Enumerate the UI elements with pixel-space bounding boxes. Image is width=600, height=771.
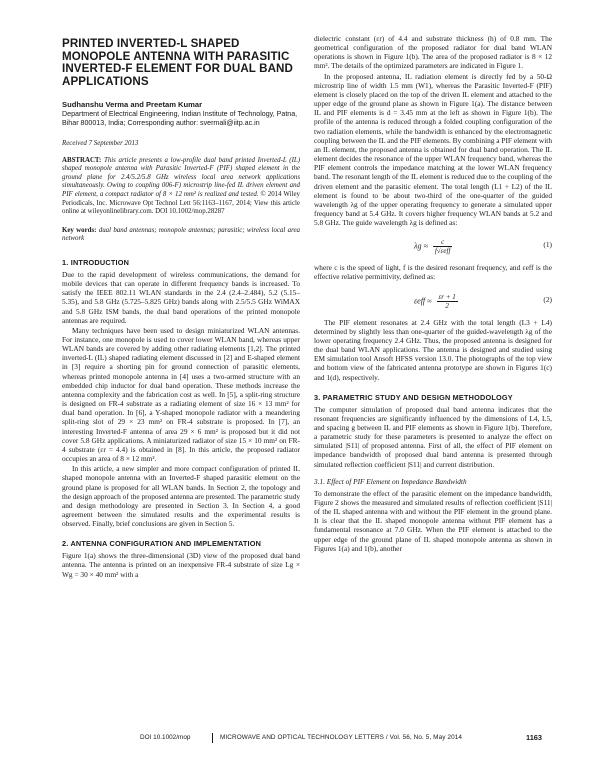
footer-journal: MICROWAVE AND OPTICAL TECHNOLOGY LETTERS / Vol. 56, No. 5, May 2014: [220, 734, 463, 741]
equation-1-denominator: f√εeff: [434, 247, 451, 256]
section-heading-introduction: 1. INTRODUCTION: [62, 257, 130, 267]
abstract-citation: © 2014 Wiley Periodicals, Inc. Microwave Opt Technol Lett 56:1163–1167, 2014; View this article online at wileyonlinelibrary.com. DOI 10.1002/mop.28287: [62, 190, 300, 216]
footer-page-number: 1163: [526, 733, 543, 742]
right-column: [314, 34, 552, 554]
footer-divider: [212, 733, 213, 743]
config-paragraph-5: The PIF element resonates at 2.4 GHz with the total length (L3 + L4) determined by slightly less than one-quarter of the guided-wavelength λg of the lower operating frequency 2.4 GHz. Thus, the proposed antenna is designed for the dual band WLAN applications. The antenna is designed and studied using EM simulation tool Ansoft HFSS version 13.0. The photographs of the top view and bottom view of the fabricated antenna prototype are shown in Figures 1(c) and 1(d), respectively.: [314, 317, 552, 382]
equation-2-denominator: 2: [445, 301, 449, 310]
equation-2-lhs: εeff ≈: [414, 295, 432, 305]
keywords: [62, 227, 300, 244]
abstract: [62, 157, 300, 217]
author-affiliation: Department of Electrical Engineering, Indian Institute of Technology, Patna, Bihar 800013, India; Corresponding author: svermali@iitp.ac.in: [62, 110, 298, 127]
page-footer: [0, 733, 600, 747]
intro-paragraph-1: Due to the rapid development of wireless communications, the demand for mobile devices that can operate in different frequency bands is increased. To satisfy the IEEE 802.11 WLAN standards in the 2.4 (2.4–2.484), 5.2 (5.15–5.35), and 5.8 GHz (5.725–5.825 GHz) bands along with 2.5/5.5 GHz WiMAX and 5.8 GHz ISM bands, the dual band operations of the printed monopole antennas are required.: [62, 269, 300, 325]
abstract-label: ABSTRACT:: [62, 156, 102, 164]
intro-paragraph-3: In this article, a new simpler and more compact configuration of printed IL shaped monopole antenna with an Inverted-F shaped parasitic element on the ground plane is proposed for all WLAN bands. In Section 2, the topology and the design approach of the proposed antenna are presented. The parametric study and design methodology are presented in Section 3. In Section 4, a good agreement between the simulated results and the experimental results is observed. Finally, brief conclusions are given in Section 5.: [62, 464, 300, 529]
equation-2: [314, 289, 552, 313]
article-title: PRINTED INVERTED-L SHAPED MONOPOLE ANTENNA WITH PARASITIC INVERTED-F ELEMENT FOR DUAL BAND APPLICATIONS: [62, 37, 293, 88]
subsection-heading-3-1: 3.1. Effect of PIF Element on Impedance Bandwidth: [314, 476, 467, 486]
parametric-paragraph-1: The computer simulation of proposed dual band antenna indicates that the resonant frequencies are significantly influenced by the dimensions of L4, L5, and spacing g between IL and PIF elements as shown in Figure 1(b). Therefore, a parametric study for these parameters is presented to analyze the effect on simulated |S11| of proposed antenna. First of all, the effect of PIF element on impedance bandwidth of proposed dual band antenna is presented through simulated reflection coefficient |S11| and current distribution.: [314, 404, 552, 469]
config-paragraph-2: dielectric constant (εr) of 4.4 and substrate thickness (h) of 0.8 mm. The geometrical configuration of the proposed radiator for dual band WLAN operations is shown in Figure 1(b). The area of the proposed radiator is 8 × 12 mm². The details of the optimized parameters are indicated in Figure 1.: [314, 34, 552, 71]
abstract-text: This article presents a low-profile dual band printed Inverted-L (IL) shaped monopole antenna with Parasitic Inverted-F (PIF) shaped element in the ground plane for 2.4/5.2/5.8 GHz wireless local area network applications simultaneously. Owing to coupling 006-F) microstrip line-fed IL driven element and PIF element, a compact radiator of 8 × 12 mm² is realized and tested.: [62, 156, 300, 198]
equation-2-number: (2): [543, 294, 552, 304]
config-paragraph-1: Figure 1(a) shows the three-dimensional (3D) view of the proposed dual band antenna. The antenna is printed on an inexpensive FR-4 substrate of size Lg × Wg = 30 × 40 mm² with a: [62, 551, 300, 579]
article-authors: Sudhanshu Verma and Preetam Kumar: [62, 100, 203, 110]
equation-1: [314, 234, 552, 258]
section-heading-configuration: 2. ANTENNA CONFIGURATION AND IMPLEMENTATION: [62, 539, 262, 549]
section-heading-parametric: 3. PARAMETRIC STUDY AND DESIGN METHODOLOGY: [314, 392, 513, 402]
equation-2-numerator: εr + 1: [438, 292, 456, 301]
intro-paragraph-2: Many techniques have been used to design miniaturized WLAN antennas. For instance, one monopole is used to cover lower WLAN band, whereas upper WLAN bands are covered by adding other radiating elements [1,2]. The printed inverted-L (IL) shaped radiating element discussed in [2] and E-shaped element in [3] require a shorting pin for ground connection of parasitic elements, whereas printed monopole antenna in [4] uses a two-armed structure with an embedded chip inductor for dual band operation. These methods increase the antenna complexity and the fabrication cost as well. In [5], a split-ring structure is designed on FR-4 substrate as a radiating element of size 16 × 13 mm² for dual band operation. In [6], a Y-shaped monopole radiator with a meandering split-ring slot of 29 × 23 mm² on FR-4 substrate is proposed. In [7], an interesting Inverted-F antenna of area 29 × 6 mm² is proposed but it did not cover 5.8 GHz applications. A miniaturized radiator of size 15 × 10 mm² on FR-4 substrate (εr = 4.4) is obtained in [8]. In this article, the proposed radiator occupies an area of 8 × 12 mm².: [62, 325, 300, 464]
footer-doi: DOI 10.1002/mop: [140, 734, 191, 741]
keywords-text: dual band antennas; monopole antennas; parasitic; wireless local area network: [62, 226, 300, 243]
config-paragraph-3: In the proposed antenna, IL radiation element is directly fed by a 50-Ω microstrip line of width 1.5 mm (W1), whereas the Parasitic Inverted-F (PIF) element is closely placed on the top of the driven IL element and attached to the upper edge of the ground plane as shown in Figure 1(a). The distance between IL and PIF elements is d = 3.45 mm at the left as shown in Figure 1(b). The profile of the antenna is reduced through a folded coupling configuration of the two radiation elements, while the bandwidth is enhanced by the electromagnetic coupling between the IL and the PIF elements. By combining a PIF element with an IL element, the proposed antenna is obtained for dual band operation. The IL element decides the resonance of the upper WLAN frequency band, whereas the PIF element controls the impedance matching at the lower WLAN frequency band. The resonant length of the IL element is reduced due to the coupling of the driven element and the parasitic element. The total length (L1 + L2) of the IL element is found to be about two-third of the one-quarter of the guided wavelength λg of the upper operating frequency to generate a simulated upper frequency band at 5.4 GHz. It covers higher frequency WLAN bands at 5.2 and 5.8 GHz. The guide wavelength λg is defined as:: [314, 71, 552, 228]
equation-1-lhs: λg ≈: [414, 241, 428, 251]
received-date: Received 7 September 2013: [62, 139, 139, 147]
config-paragraph-4: where c is the speed of light, f is the desired resonant frequency, and εeff is the effective relative permittivity, defined as:: [314, 263, 552, 282]
subsection-paragraph-1: To demonstrate the effect of the parasitic element on the impedance bandwidth, Figure 2 shows the measured and simulated results of reflection coefficient |S11| of the IL shaped antenna with and without the PIF element in the ground plane. It is clear that the IL shaped monopole antenna without PIF element has a fundamental resonance at 7.0 GHz. When the PIF element is attached to the upper edge of the ground plane of IL shaped monopole antenna as shown in Figures 1(a) and 1(b), another: [314, 488, 552, 553]
equation-1-number: (1): [543, 240, 552, 250]
keywords-label: Key words:: [62, 226, 97, 234]
equation-1-numerator: c: [433, 238, 453, 247]
left-column: [62, 38, 300, 580]
